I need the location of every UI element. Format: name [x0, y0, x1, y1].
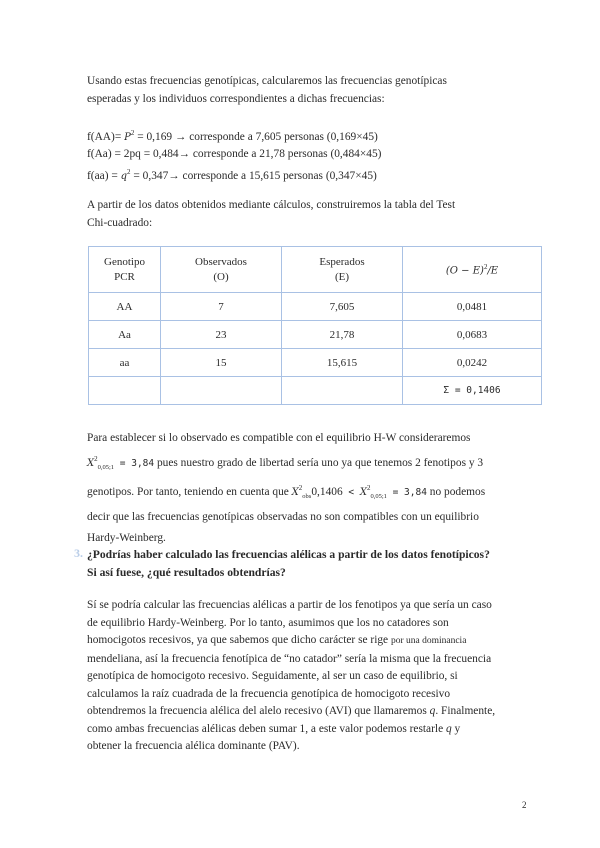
page-number: 2	[522, 800, 527, 810]
formula-Aa: f(Aa) = 2pq = 0,484→ corresponde a 21,78 personas (0,484×45)	[87, 148, 382, 161]
header-observed: Observados (O)	[161, 247, 282, 293]
intro-paragraph: Usando estas frecuencias genotípicas, calcularemos las frecuencias genotípicas esperadas y los individuos correspondientes a dichas frecuencias:	[87, 75, 447, 105]
table-sum-row	[89, 377, 542, 405]
chi-square-sum: Σ = 0,1406	[403, 377, 542, 405]
table-row: Aa 23 21,78 0,0683	[89, 321, 542, 349]
chi-square-table	[88, 246, 542, 405]
header-genotype: Genotipo PCR	[89, 247, 161, 293]
conclusion-paragraph: Para establecer si lo observado es compatible con el equilibrio H-W consideraremos $X^2_{0,05;1} = 3,84$ pues nuestro grado de libertad sería uno ya que tenemos 2 fenotipos y 3 genotipos. Por tanto, teniendo en cuenta que $X^2_{obs}0,1406 < X^2_{0,05;1} = 3,84$ no podemos decir que las frecuencias genotípicas observadas no son compatibles con un equilibrio Hardy-Weinberg.	[87, 432, 486, 545]
genotype-frequency-formulas	[87, 125, 517, 185]
header-chi-formula: $(O - E)^2/E$	[403, 247, 542, 293]
question-number: 3.	[74, 546, 83, 560]
formula-AA: $f(AA)= P^2 = 0,169$ → corresponde a 7,605 personas (0,169×45)	[87, 129, 378, 143]
question-heading: ¿Podrías haber calculado las frecuencias alélicas a partir de los datos fenotípicos? Si así fuese, ¿qué resultados obtendrías?	[87, 548, 490, 579]
table-row: aa 15 15,615 0,0242	[89, 349, 542, 377]
table-header-row	[89, 247, 542, 293]
table-row: AA 7 7,605 0,0481	[89, 293, 542, 321]
table-intro-paragraph: A partir de los datos obtenidos mediante cálculos, construiremos la tabla del Test Chi-cuadrado:	[87, 199, 456, 229]
formula-aa: $f(aa) = q^2 = 0,347\to$ corresponde a 15,615 personas (0,347×45)	[87, 167, 377, 182]
header-expected: Esperados (E)	[282, 247, 403, 293]
answer-paragraph: Sí se podría calcular las frecuencias alélicas a partir de los fenotipos ya que sería un caso de equilibrio Hardy-Weinberg. Por lo tanto, asumimos que los no catadores son homocigotos recesivos, ya que sabemos que dicho carácter se rige por una dominancia mendeliana, así la frecuencia fenotípica de “no catador” sería la misma que la frecuencia genotípica de homocigoto recesivo. Seguidamente, al ser un caso de equilibrio, si calculamos la raíz cuadrada de la frecuencia genotípica de homocigoto recesivo obtendremos la frecuencia alélica del alelo recesivo (AVI) que llamaremos q. Finalmente, como ambas frecuencias alélicas deben sumar 1, a este valor podemos restarle q y obtener la frecuencia alélica dominante (PAV).	[87, 599, 496, 752]
